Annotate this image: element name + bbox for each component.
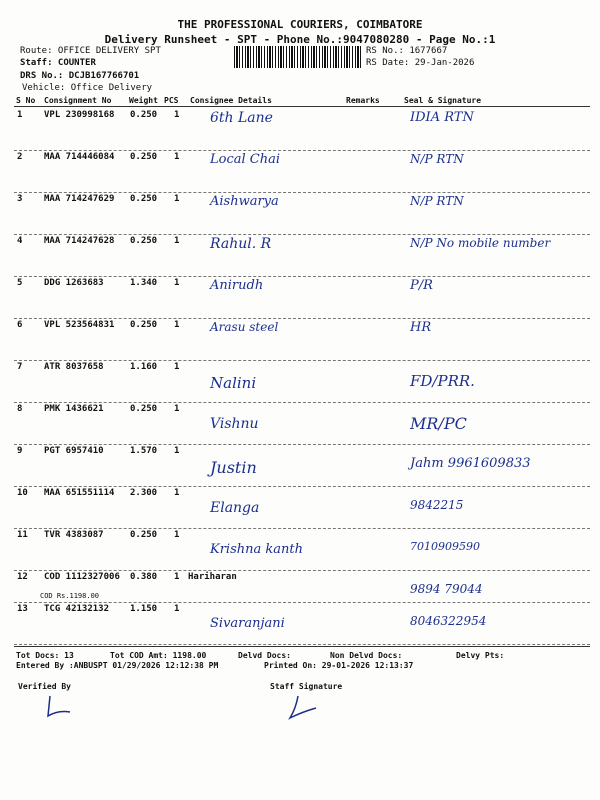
- row-weight: 0.250: [130, 194, 158, 204]
- row-sno: 6: [17, 320, 23, 330]
- row-seal-signature: N/P No mobile number: [410, 236, 551, 250]
- row-cod-amount: COD Rs.1198.00: [40, 592, 100, 600]
- row-seal-signature: N/P RTN: [410, 152, 464, 166]
- row-weight: 0.250: [130, 110, 158, 120]
- col-pcs: PCS: [164, 96, 179, 105]
- row-pcs: 1: [174, 604, 180, 614]
- row-weight: 0.380: [130, 572, 158, 582]
- delivered-docs: Delvd Docs:: [238, 651, 291, 660]
- staff-signature-label: Staff Signature: [270, 682, 343, 691]
- row-consignee-handwritten: Rahul. R: [210, 236, 272, 252]
- row-weight: 1.160: [130, 362, 158, 372]
- row-weight: 0.250: [130, 404, 158, 414]
- row-consignment-no: MAA 651551114: [44, 488, 115, 498]
- row-divider: [14, 276, 590, 277]
- col-weight: Weight: [129, 96, 158, 105]
- row-consignee-handwritten: Vishnu: [210, 416, 259, 432]
- row-consignment-no: MAA 714446084: [44, 152, 115, 162]
- row-pcs: 1: [174, 194, 180, 204]
- row-pcs: 1: [174, 152, 180, 162]
- row-consignment-no: PGT 6957410: [44, 446, 104, 456]
- row-weight: 1.340: [130, 278, 158, 288]
- row-divider: [14, 192, 590, 193]
- row-weight: 0.250: [130, 236, 158, 246]
- row-sno: 8: [17, 404, 23, 414]
- rs-number: RS No.: 1677667: [366, 46, 448, 56]
- row-divider: [14, 150, 590, 151]
- row-seal-signature: 8046322954: [410, 614, 487, 628]
- col-seal: Seal & Signature: [404, 96, 482, 105]
- row-sno: 10: [17, 488, 28, 498]
- row-sno: 3: [17, 194, 23, 204]
- row-consignment-no: MAA 714247629: [44, 194, 115, 204]
- row-consignment-no: TVR 4383087: [44, 530, 104, 540]
- row-seal-signature: 9842215: [410, 498, 464, 512]
- staff-label: Staff: COUNTER: [20, 58, 96, 68]
- barcode-image: [234, 46, 362, 68]
- row-seal-signature: P/R: [410, 278, 433, 293]
- row-sno: 5: [17, 278, 23, 288]
- row-pcs: 1: [174, 572, 180, 582]
- non-delivered-docs: Non Delvd Docs:: [330, 651, 403, 660]
- row-divider: [14, 444, 590, 445]
- row-consignment-no: VPL 230998168: [44, 110, 115, 120]
- row-weight: 1.150: [130, 604, 158, 614]
- total-docs: Tot Docs: 13: [16, 651, 74, 660]
- row-divider: [14, 486, 590, 487]
- row-seal-signature: 9894 79044: [410, 582, 483, 596]
- row-seal-signature: HR: [410, 320, 432, 335]
- row-weight: 0.250: [130, 320, 158, 330]
- row-consignee-handwritten: Local Chai: [210, 152, 281, 167]
- route-label: Route: OFFICE DELIVERY SPT: [20, 46, 161, 56]
- row-consignee: Hariharan: [188, 572, 237, 582]
- row-divider: [14, 528, 590, 529]
- footer-rule: [14, 646, 590, 647]
- row-consignee-handwritten: 6th Lane: [210, 110, 273, 126]
- row-seal-signature: Jahm 9961609833: [410, 456, 531, 471]
- rs-date: RS Date: 29-Jan-2026: [366, 58, 475, 68]
- row-weight: 0.250: [130, 152, 158, 162]
- row-seal-signature: 7010909590: [410, 540, 480, 553]
- runsheet-subtitle: Delivery Runsheet - SPT - Phone No.:9047080280 - Page No.:1: [104, 33, 496, 46]
- row-weight: 0.250: [130, 530, 158, 540]
- row-sno: 2: [17, 152, 23, 162]
- row-sno: 13: [17, 604, 28, 614]
- row-divider: [14, 570, 590, 571]
- row-pcs: 1: [174, 278, 180, 288]
- row-sno: 11: [17, 530, 28, 540]
- row-pcs: 1: [174, 488, 180, 498]
- row-consignment-no: ATR 8037658: [44, 362, 104, 372]
- row-seal-signature: IDIA RTN: [410, 110, 474, 125]
- row-consignment-no: PMK 1436621: [44, 404, 104, 414]
- delivery-points: Delvy Pts:: [456, 651, 505, 660]
- row-divider: [14, 402, 590, 403]
- row-seal-signature: N/P RTN: [410, 194, 464, 208]
- col-consignment: Consignment No: [44, 96, 112, 105]
- row-seal-signature: FD/PRR.: [410, 372, 475, 390]
- printed-on: Printed On: 29-01-2026 12:13:37: [264, 661, 414, 670]
- row-pcs: 1: [174, 530, 180, 540]
- row-weight: 1.570: [130, 446, 158, 456]
- col-remarks: Remarks: [346, 96, 380, 105]
- row-consignee-handwritten: Arasu steel: [210, 320, 279, 334]
- row-sno: 1: [17, 110, 23, 120]
- row-pcs: 1: [174, 404, 180, 414]
- row-consignment-no: VPL 523564831: [44, 320, 115, 330]
- row-consignment-no: TCG 42132132: [44, 604, 110, 614]
- verified-signature-mark: [40, 694, 80, 720]
- col-consignee: Consignee Details: [190, 96, 272, 105]
- row-consignment-no: COD 1112327006: [44, 572, 120, 582]
- row-weight: 2.300: [130, 488, 158, 498]
- drs-label: DRS No.: DCJB167766701: [20, 71, 140, 81]
- col-sno: S No: [16, 96, 36, 105]
- row-divider: [14, 602, 590, 603]
- row-divider: [14, 234, 590, 235]
- total-cod: Tot COD Amt: 1198.00: [110, 651, 207, 660]
- row-divider: [14, 360, 590, 361]
- row-consignee-handwritten: Elanga: [210, 500, 260, 516]
- row-pcs: 1: [174, 320, 180, 330]
- staff-signature-mark: [284, 694, 324, 722]
- row-pcs: 1: [174, 236, 180, 246]
- row-consignee-handwritten: Anirudh: [210, 278, 264, 293]
- row-pcs: 1: [174, 446, 180, 456]
- row-consignee-handwritten: Aishwarya: [210, 194, 279, 209]
- row-consignment-no: MAA 714247628: [44, 236, 115, 246]
- header-rule: [14, 106, 590, 107]
- row-sno: 4: [17, 236, 23, 246]
- row-divider: [14, 318, 590, 319]
- row-consignee-handwritten: Krishna kanth: [210, 542, 303, 557]
- entered-by: Entered By :ANBUSPT 01/29/2026 12:12:38 PM: [16, 661, 219, 670]
- company-title: THE PROFESSIONAL COURIERS, COIMBATORE: [177, 18, 423, 31]
- row-consignment-no: DDG 1263683: [44, 278, 104, 288]
- row-pcs: 1: [174, 362, 180, 372]
- row-consignee-handwritten: Justin: [210, 458, 257, 477]
- row-sno: 12: [17, 572, 28, 582]
- row-pcs: 1: [174, 110, 180, 120]
- verified-by-label: Verified By: [18, 682, 71, 691]
- vehicle-label: Vehicle: Office Delivery: [22, 83, 153, 93]
- row-seal-signature: MR/PC: [410, 414, 467, 433]
- row-sno: 7: [17, 362, 23, 372]
- row-divider: [14, 644, 590, 645]
- row-consignee-handwritten: Nalini: [210, 374, 257, 392]
- row-consignee-handwritten: Sivaranjani: [210, 616, 285, 631]
- row-sno: 9: [17, 446, 23, 456]
